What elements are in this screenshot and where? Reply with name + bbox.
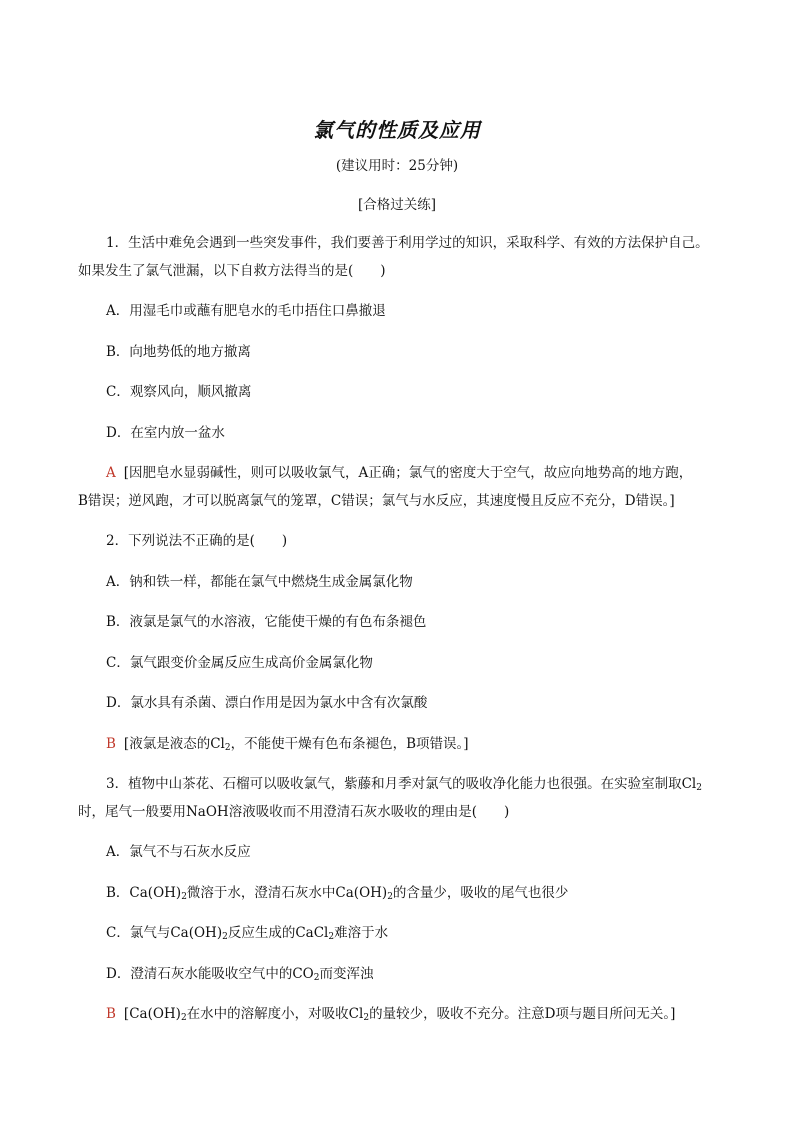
- q3-option-b: B．$Ca(OH)_2$微溶于水，澄清石灰水中$Ca(OH)_2$的含量少，吸收的尾气也很少: [106, 885, 569, 902]
- q1-exp-text1: [因肥皂水显弱碱性，则可以吸收氯气，A正确；氯气的密度大于空气，故应向地势高的地方跑，: [123, 465, 693, 481]
- q3-explanation: B [$Ca(OH)_2$在水中的溶解度小，对吸收$Cl_2$的量较少，吸收不充分。注意D项与题目所问无关。]: [106, 1006, 676, 1023]
- q2-answer: B: [106, 736, 116, 752]
- q2-option-a: A．钠和铁一样，都能在氯气中燃烧生成金属氯化物: [106, 574, 413, 590]
- q1-option-c: C．观察风向，顺风撤离: [106, 384, 252, 400]
- q1-explanation-line2: B错误；逆风跑，才可以脱离氯气的笼罩，C错误；氯气与水反应，其速度慢且反应不充分，D错误。]: [78, 493, 675, 509]
- q1-option-b: B．向地势低的地方撤离: [106, 344, 251, 360]
- section-heading: [合格过关练]: [357, 197, 437, 213]
- q3-option-c: C．氯气与$Ca(OH)_2$反应生成的CaCl$_2$难溶于水: [106, 925, 389, 942]
- page-title: 氯气的性质及应用: [313, 118, 481, 142]
- suggested-time: (建议用时：25分钟): [335, 158, 459, 174]
- q2-stem: 2．下列说法不正确的是( ): [106, 533, 288, 549]
- q1-explanation-line1: [106, 464, 692, 482]
- q3-answer: B: [106, 1006, 116, 1022]
- q1-stem-line2: 如果发生了氯气泄漏，以下自救方法得当的是( ): [78, 263, 386, 279]
- q3-option-d: D．澄清石灰水能吸收空气中的$CO_2$而变浑浊: [106, 966, 374, 983]
- q3-option-a: A．氯气不与石灰水反应: [106, 844, 251, 860]
- q1-option-d: D．在室内放一盆水: [106, 425, 225, 441]
- q3-stem-line1: 3．植物中山茶花、石榴可以吸收氯气，紫藤和月季对氯气的吸收净化能力也很强。在实验室制取$Cl_2$: [106, 776, 702, 793]
- q1-answer: A: [106, 465, 116, 481]
- q1-option-a: A．用湿毛巾或蘸有肥皂水的毛巾捂住口鼻撤退: [106, 303, 386, 319]
- q1-stem-line1: 1．生活中难免会遇到一些突发事件，我们要善于利用学过的知识，采取科学、有效的方法保护自己。: [106, 235, 709, 251]
- q2-option-d: D．氯水具有杀菌、漂白作用是因为氯水中含有次氯酸: [106, 695, 428, 711]
- q2-option-c: C．氯气跟变价金属反应生成高价金属氯化物: [106, 655, 373, 671]
- q2-option-b: B．液氯是氯气的水溶液，它能使干燥的有色布条褪色: [106, 614, 427, 630]
- q2-explanation: B [液氯是液态的$Cl_2$，不能使干燥有色布条褪色，B项错误。]: [106, 736, 469, 753]
- q3-stem-line2: 时，尾气一般要用NaOH溶液吸收而不用澄清石灰水吸收的理由是( ): [78, 804, 510, 820]
